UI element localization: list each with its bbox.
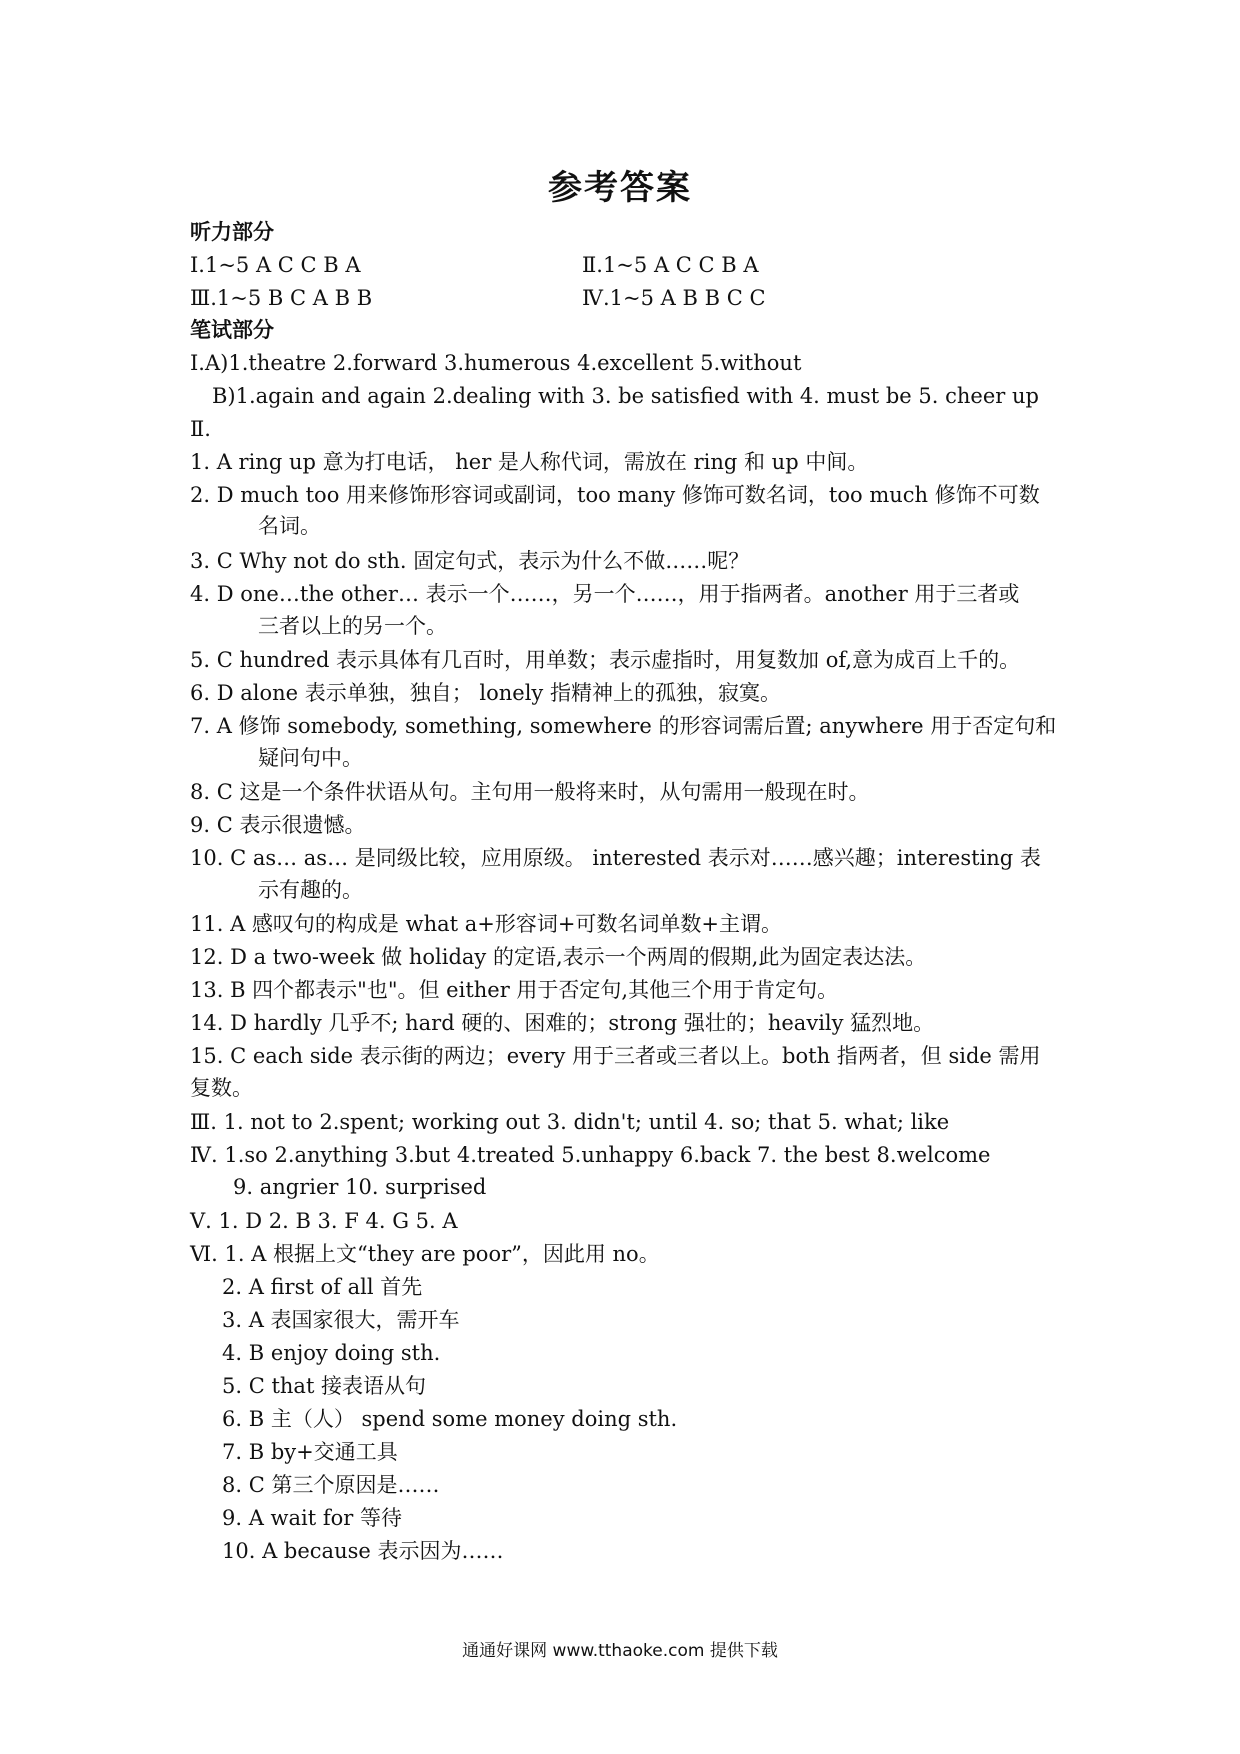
section-6-item-6: 6. B 主（人） spend some money doing sth.	[222, 1407, 678, 1431]
item-1: 1. A ring up 意为打电话， her 是人称代词，需放在 ring 和 up 中间。	[190, 450, 869, 474]
section-1-a: Ⅰ.A)1.theatre 2.forward 3.humerous 4.excellent 5.without	[190, 351, 802, 375]
section-6-item-4: 4. B enjoy doing sth.	[222, 1341, 441, 1365]
section-6-item-2: 2. A first of all 首先	[222, 1275, 423, 1299]
item-10: 10. C as… as… 是同级比较，应用原级。 interested 表示对……感兴趣；interesting 表	[190, 846, 1041, 870]
item-9: 9. C 表示很遗憾。	[190, 813, 366, 837]
listening-row-2-left: Ⅲ.1~5 B C A B B	[190, 286, 373, 310]
section-6-item-1: Ⅵ. 1. A 根据上文“they are poor”，因此用 no。	[190, 1242, 660, 1266]
item-6: 6. D alone 表示单独，独自； lonely 指精神上的孤独，寂寞。	[190, 681, 781, 705]
item-2-cont: 名词。	[258, 514, 321, 538]
item-10-cont: 示有趣的。	[258, 878, 363, 902]
item-11: 11. A 感叹句的构成是 what a+形容词+可数名词单数+主谓。	[190, 912, 783, 936]
page-title: 参考答案	[548, 168, 692, 208]
item-15: 15. C each side 表示街的两边；every 用于三者或三者以上。both 指两者，但 side 需用	[190, 1044, 1041, 1068]
item-7-cont: 疑问句中。	[258, 746, 363, 770]
item-5: 5. C hundred 表示具体有几百时，用单数；表示虚指时，用复数加 of,意为成百上千的。	[190, 648, 1021, 672]
section-6-item-3: 3. A 表国家很大，需开车	[222, 1308, 460, 1332]
listening-row-1-left: Ⅰ.1~5 A C C B A	[190, 253, 361, 277]
section-4-a: Ⅳ. 1.so 2.anything 3.but 4.treated 5.unhappy 6.back 7. the best 8.welcome	[190, 1143, 991, 1167]
item-8: 8. C 这是一个条件状语从句。主句用一般将来时，从句需用一般现在时。	[190, 780, 870, 804]
listening-row-2-right: Ⅳ.1~5 A B B C C	[582, 286, 766, 310]
listening-heading: 听力部分	[190, 220, 274, 244]
section-4-b: 9. angrier 10. surprised	[233, 1175, 487, 1199]
item-7: 7. A 修饰 somebody, something, somewhere 的形容词需后置; anywhere 用于否定句和	[190, 714, 1057, 738]
section-2-label: Ⅱ.	[190, 417, 211, 441]
written-heading: 笔试部分	[190, 318, 274, 342]
section-6-item-7: 7. B by+交通工具	[222, 1440, 398, 1464]
listening-row-1-right: Ⅱ.1~5 A C C B A	[582, 253, 759, 277]
section-6-item-10: 10. A because 表示因为……	[222, 1539, 504, 1563]
item-3: 3. C Why not do sth. 固定句式，表示为什么不做……呢？	[190, 549, 750, 573]
item-4-cont: 三者以上的另一个。	[258, 614, 447, 638]
footer-credit: 通通好课网 www.tthaoke.com 提供下载	[462, 1641, 778, 1661]
item-2: 2. D much too 用来修饰形容词或副词，too many 修饰可数名词，too much 修饰不可数	[190, 483, 1040, 507]
section-1-b: B)1.again and again 2.dealing with 3. be satisfied with 4. must be 5. cheer up	[212, 384, 1039, 408]
item-15-cont: 复数。	[190, 1076, 253, 1100]
item-4: 4. D one…the other… 表示一个……，另一个……，用于指两者。another 用于三者或	[190, 582, 1020, 606]
item-13: 13. B 四个都表示"也"。但 either 用于否定句,其他三个用于肯定句。	[190, 978, 839, 1002]
section-5: Ⅴ. 1. D 2. B 3. F 4. G 5. A	[190, 1209, 458, 1233]
section-6-item-8: 8. C 第三个原因是……	[222, 1473, 440, 1497]
item-12: 12. D a two-week 做 holiday 的定语,表示一个两周的假期,此为固定表达法。	[190, 945, 927, 969]
section-6-item-5: 5. C that 接表语从句	[222, 1374, 427, 1398]
section-6-item-9: 9. A wait for 等待	[222, 1506, 403, 1530]
section-3: Ⅲ. 1. not to 2.spent; working out 3. didn't; until 4. so; that 5. what; like	[190, 1110, 950, 1134]
item-14: 14. D hardly 几乎不; hard 硬的、困难的；strong 强壮的；heavily 猛烈地。	[190, 1011, 935, 1035]
